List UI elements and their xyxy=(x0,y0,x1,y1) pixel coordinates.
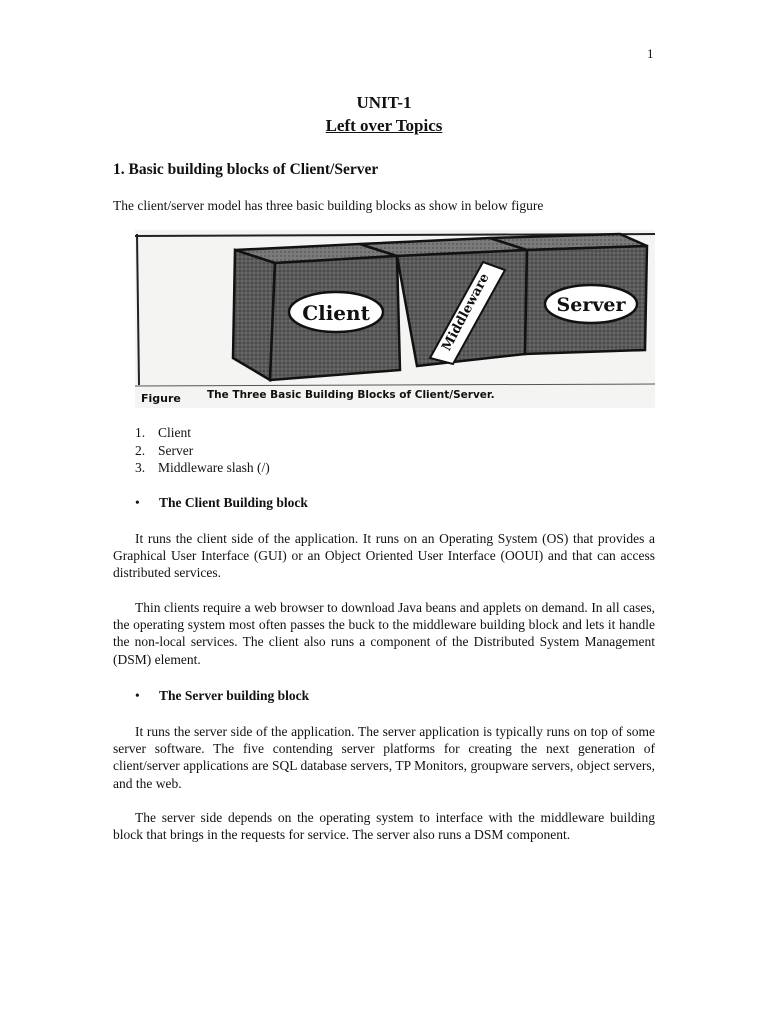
client-label: Client xyxy=(302,301,370,325)
list-item: 3. Middleware slash (/) xyxy=(135,460,270,475)
middleware-label: Middleware xyxy=(439,271,493,354)
page-number: 1 xyxy=(647,46,654,61)
server-paragraph-1: It runs the server side of the application. The server application is typically runs on top of some server software. The five contending server platforms for creating the next generation of client/server applications are SQL database servers, TP Monitors, groupware servers, object servers, and the web. xyxy=(113,724,655,791)
client-block xyxy=(233,244,400,380)
client-paragraph-1: It runs the client side of the application. It runs on an Operating System (OS) that provides a Graphical User Interface (GUI) or an Object Oriented User Interface (OOUI) and that can access distributed services. xyxy=(113,531,655,581)
list-item: 2. Server xyxy=(135,442,194,458)
unit-subtitle: Left over Topics xyxy=(325,116,443,135)
server-block-heading: • The Server building block xyxy=(135,688,310,703)
figure-caption-label: Figure xyxy=(141,392,181,405)
building-blocks-figure xyxy=(135,230,655,408)
bullet-icon: • xyxy=(135,688,140,703)
server-label: Server xyxy=(556,294,626,316)
list-item: 1. Client xyxy=(135,425,191,440)
bullet-icon: • xyxy=(135,495,140,510)
client-paragraph-2: Thin clients require a web browser to download Java beans and applets on demand. In all cases, the operating system most often passes the buck to the middleware building block and lets it handle the non-local services. The client also runs a component of the Distributed System Management (DSM) element. xyxy=(113,600,655,667)
client-block-heading: • The Client Building block xyxy=(135,495,308,510)
section-heading: 1. Basic building blocks of Client/Server xyxy=(113,161,379,178)
figure-caption-text: The Three Basic Building Blocks of Client/Server. xyxy=(207,389,495,401)
building-blocks-list xyxy=(135,424,270,477)
intro-text: The client/server model has three basic building blocks as show in below figure xyxy=(113,198,544,213)
server-paragraph-2: The server side depends on the operating system to interface with the middleware building block that brings in the requests for service. The server also runs a DSM component. xyxy=(113,810,655,843)
unit-title: UNIT-1 xyxy=(356,93,412,112)
